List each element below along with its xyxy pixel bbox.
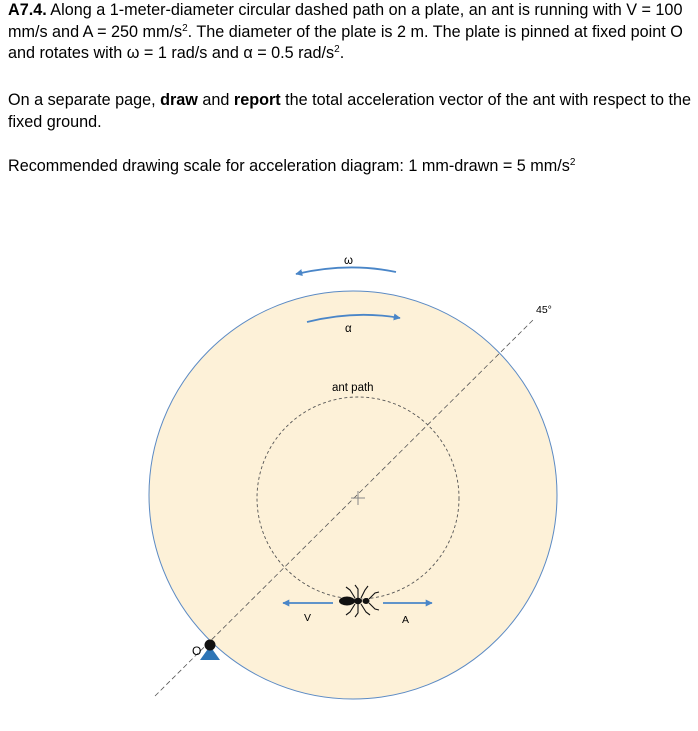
problem-statement: A7.4. Along a 1-meter-diameter circular dashed path on a plate, an ant is running with V = 100 mm/s and A = 250 $mm/s^2$. The diameter of the plate is 2 m. The plate is pinned at fixed point O and rotates with ω = 1 rad/s and α = 0.5 rad/$s^2$. <box>8 1 683 62</box>
angle-label: 45° <box>536 304 552 316</box>
alpha-label: α <box>345 323 352 335</box>
pin-point <box>205 640 216 651</box>
pin-label: O <box>192 644 202 658</box>
scale-note: Recommended drawing scale for acceleration diagram: 1 mm-drawn = 5 $mm/s^2$ <box>8 157 576 175</box>
problem-number: A7.4. <box>8 1 47 19</box>
velocity-label: V <box>304 612 312 624</box>
acceleration-label: A <box>402 614 410 626</box>
instruction-text: On a separate page, draw and report the total acceleration vector of the ant with respect to the fixed ground. <box>8 91 692 131</box>
ant-path-label: ant path <box>332 382 374 394</box>
plate <box>149 291 557 699</box>
omega-label: ω <box>344 255 353 267</box>
omega-arrow <box>296 267 396 274</box>
